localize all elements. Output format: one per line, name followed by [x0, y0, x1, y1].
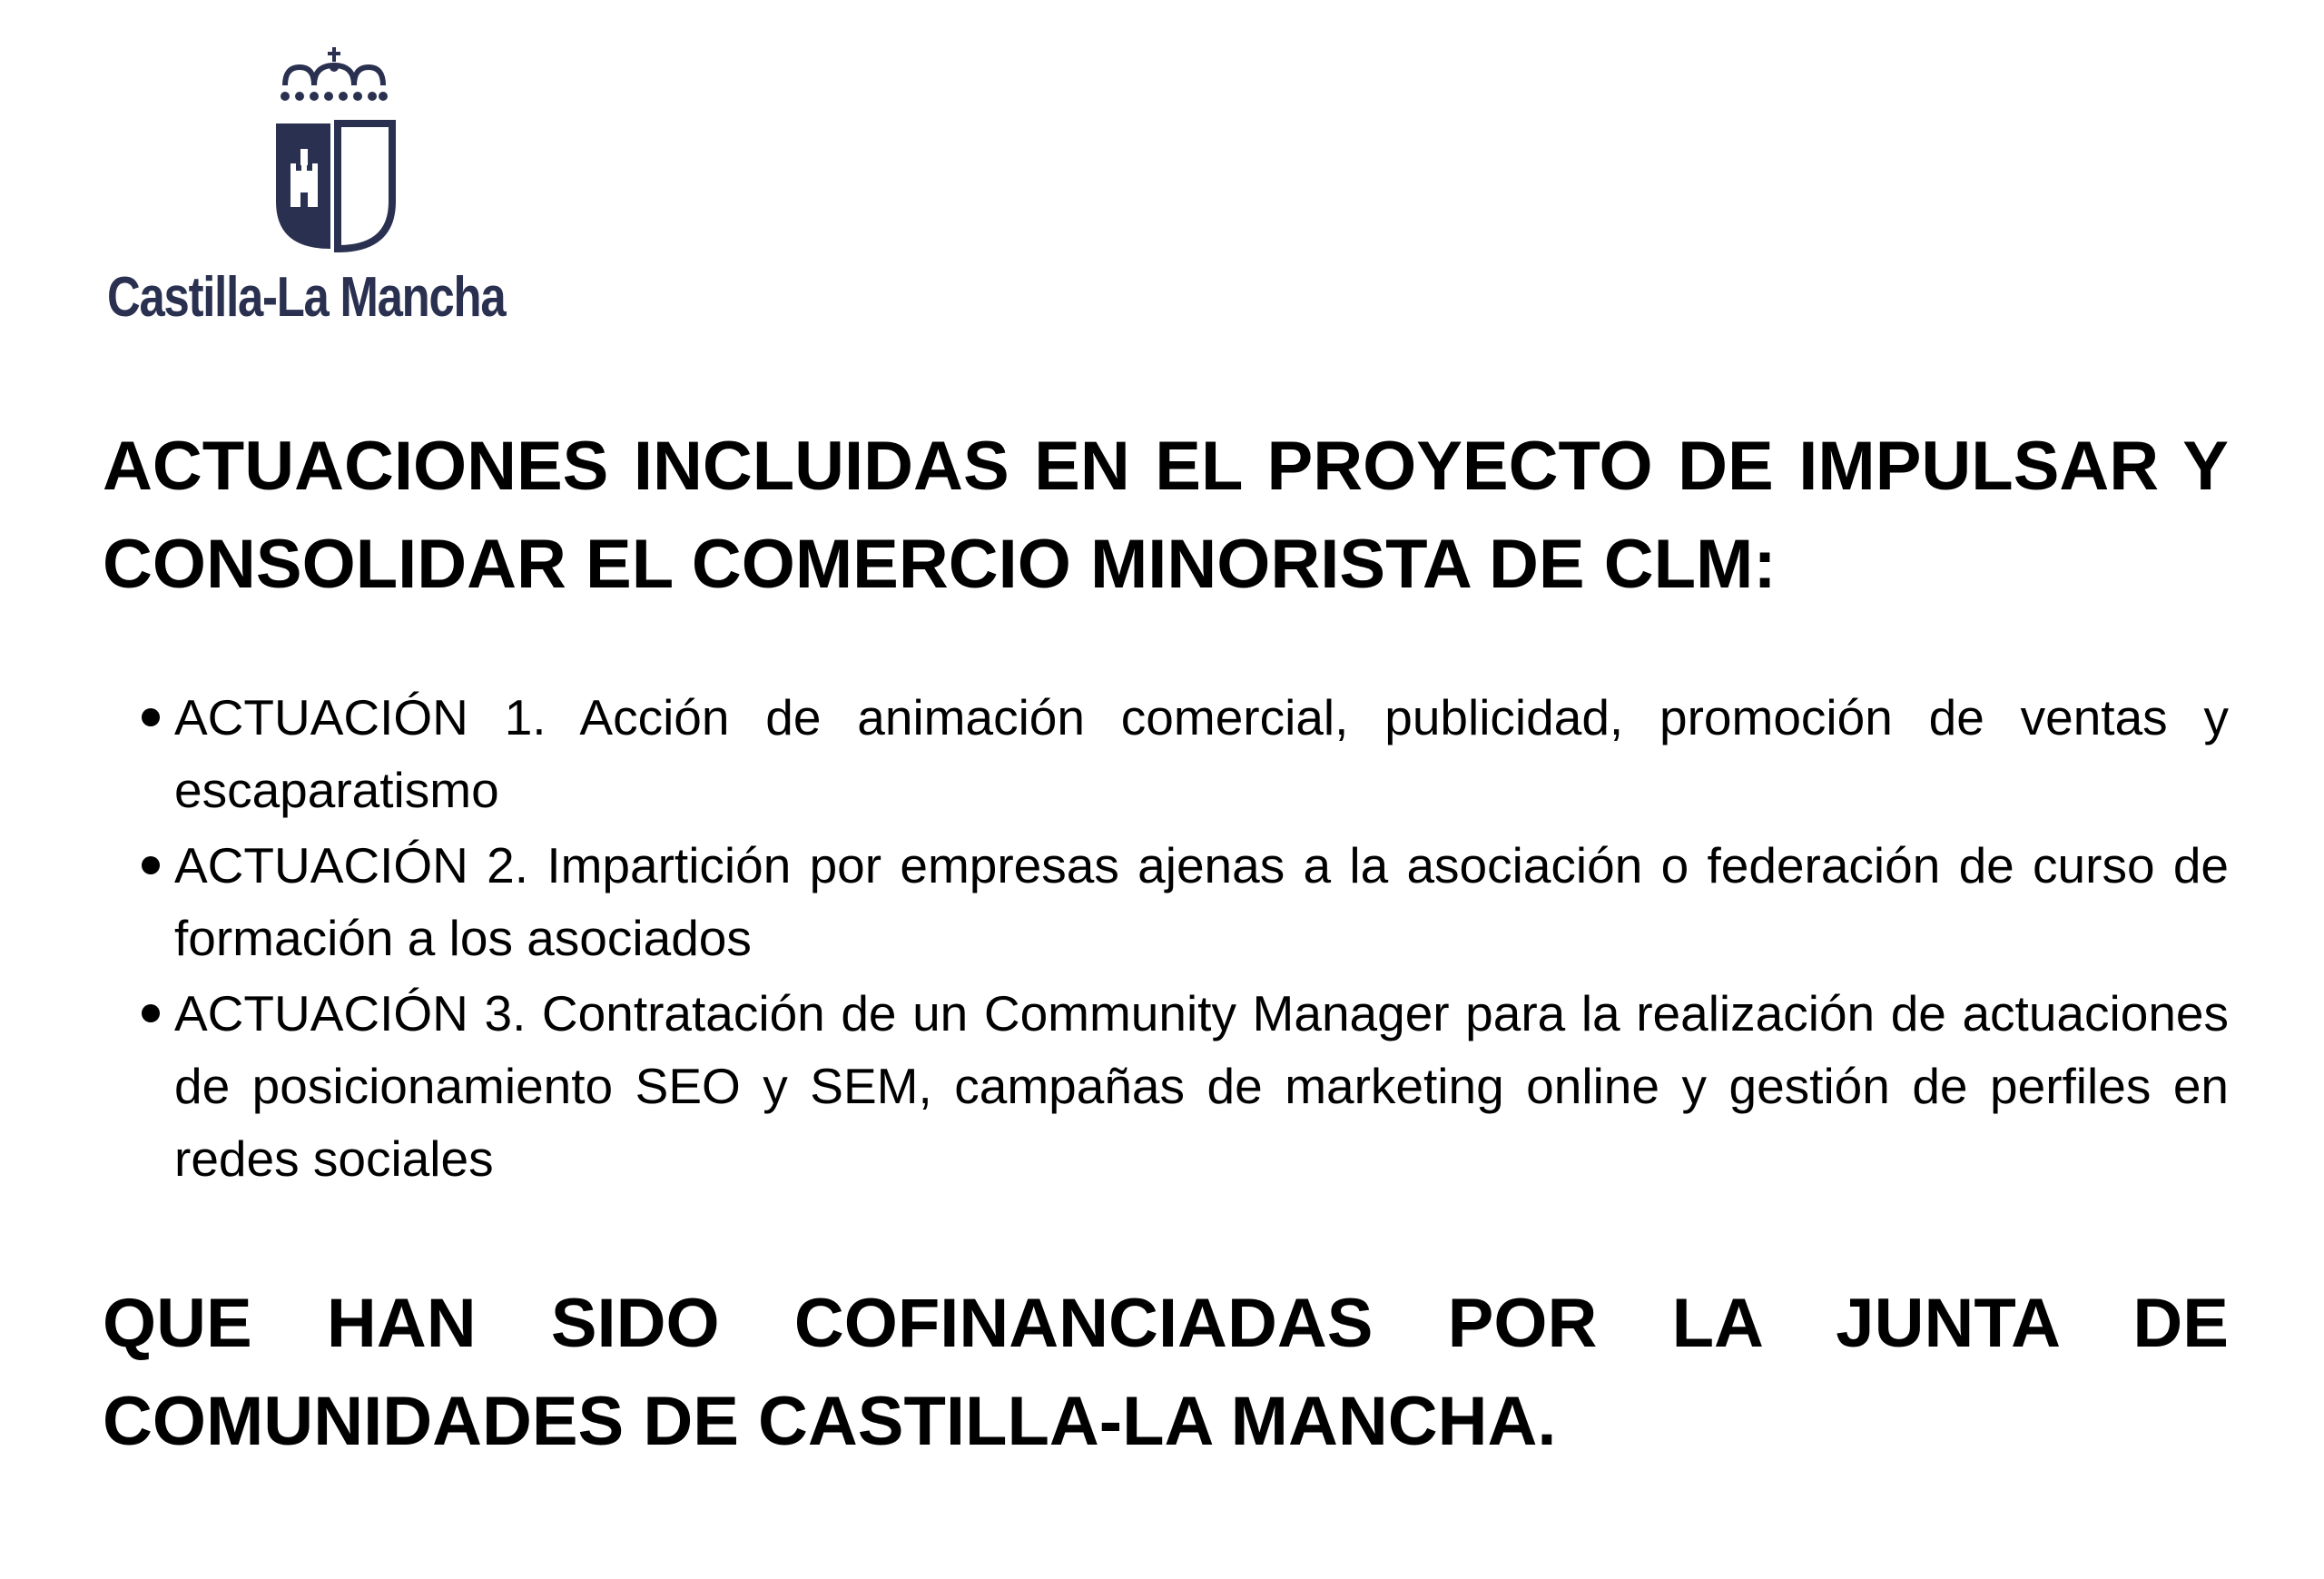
list-item-actuacion-1 [134, 681, 2229, 826]
actuacion-2-text: ACTUACIÓN 2. Impartición por empresas ajenas a la asociación o federación de curso de formación a los asociados [174, 837, 2229, 966]
logo-wordmark: Castilla-La Mancha [107, 266, 506, 329]
list-item-actuacion-2 [134, 829, 2229, 974]
project-heading: ACTUACIONES INCLUIDAS EN EL PROYECTO DE IMPULSAR Y CONSOLIDAR EL COMERCIO MINORISTA DE CLM: [103, 428, 2229, 603]
coat-of-arms-icon [272, 47, 396, 256]
bullet-icon [142, 856, 160, 874]
actuaciones-list [134, 681, 2229, 1198]
bullet-icon [142, 1004, 160, 1022]
cofinancing-statement: QUE HAN SIDO COFINANCIADAS POR LA JUNTA DE COMUNIDADES DE CASTILLA-LA MANCHA. [103, 1285, 2229, 1460]
castilla-la-mancha-logo [107, 47, 561, 338]
actuacion-3-text: ACTUACIÓN 3. Contratación de un Community Manager para la realización de actuaciones de posicionamiento SEO y SEM, campañas de marketing online y gestión de perfiles en redes sociales [174, 985, 2229, 1187]
bullet-icon [142, 708, 160, 726]
actuacion-1-text: ACTUACIÓN 1. Acción de animación comercial, publicidad, promoción de ventas y escaparatismo [174, 689, 2229, 818]
list-item-actuacion-3 [134, 977, 2229, 1195]
